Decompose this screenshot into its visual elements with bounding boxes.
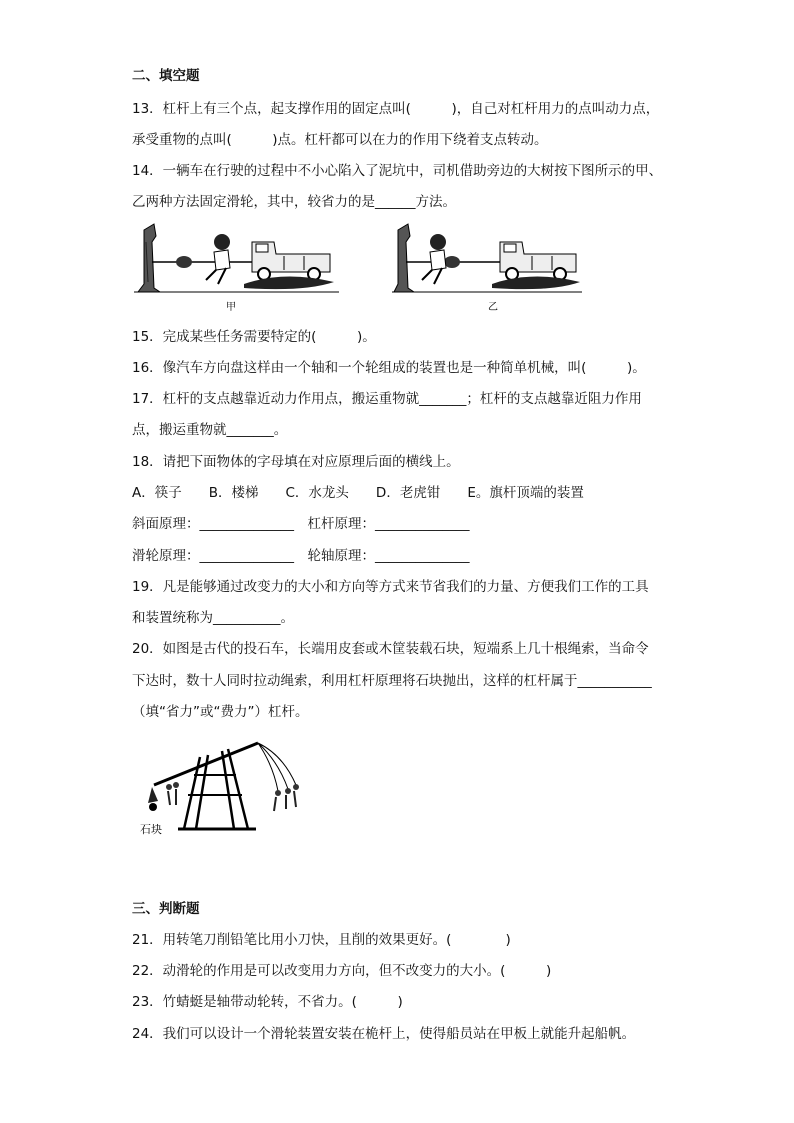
- q22: 22．动滑轮的作用是可以改变用力方向，但不改变力的大小。( ): [132, 963, 552, 979]
- q17-line2: 点，搬运重物就_______。: [132, 422, 288, 438]
- q13-line2: 承受重物的点叫( )点。杠杆都可以在力的作用下绕着支点转动。: [132, 132, 548, 148]
- q24: 24．我们可以设计一个滑轮装置安装在桅杆上，使得船员站在甲板上就能升起船帆。: [132, 1026, 636, 1042]
- figure-jia-label: 甲: [226, 302, 236, 313]
- q18-line1: 18．请把下面物体的字母填在对应原理后面的横线上。: [132, 454, 460, 470]
- q18-row1: 斜面原理：______________ 杠杆原理：______________: [132, 516, 470, 532]
- q18-options: A．筷子 B．楼梯 C．水龙头 D．老虎钳 E。旗杆顶端的装置: [132, 485, 584, 501]
- q20-line1: 20．如图是古代的投石车，长端用皮套或木筐装载石块，短端系上几十根绳索，当命令: [132, 641, 649, 657]
- q19-line2: 和装置统称为__________。: [132, 610, 294, 626]
- section-judge-title: 三、判断题: [132, 901, 200, 917]
- q21: 21．用转笔刀削铅笔比用小刀快，且削的效果更好。( ): [132, 932, 511, 948]
- q19-line1: 19．凡是能够通过改变力的大小和方向等方式来节省我们的力量、方便我们工作的工具: [132, 579, 649, 595]
- figure-yi-label: 乙: [488, 302, 498, 313]
- figure-yi: [392, 222, 592, 318]
- q17-line1: 17．杠杆的支点越靠近动力作用点，搬运重物就_______；杠杆的支点越靠近阻力作用: [132, 391, 642, 407]
- q15: 15．完成某些任务需要特定的( )。: [132, 329, 376, 345]
- q16: 16．像汽车方向盘这样由一个轴和一个轮组成的装置也是一种简单机械，叫( )。: [132, 360, 646, 376]
- catapult-label: 石块: [140, 823, 162, 836]
- q23: 23．竹蜻蜓是轴带动轮转，不省力。( ): [132, 994, 403, 1010]
- section-fill-title: 二、填空题: [132, 68, 200, 84]
- catapult-figure: [138, 735, 308, 840]
- q20-line2: 下达时，数十人同时拉动绳索，利用杠杆原理将石块抛出，这样的杠杆属于___________: [132, 673, 652, 689]
- q13-line1: 13．杠杆上有三个点，起支撑作用的固定点叫( )，自己对杠杆用力的点叫动力点，: [132, 101, 660, 117]
- q14-line1: 14．一辆车在行驶的过程中不小心陷入了泥坑中，司机借助旁边的大树按下图所示的甲、: [132, 163, 663, 179]
- q14-line2: 乙两种方法固定滑轮，其中，较省力的是______方法。: [132, 194, 456, 210]
- q18-row2: 滑轮原理：______________ 轮轴原理：______________: [132, 548, 470, 564]
- figure-jia: [134, 222, 354, 318]
- q20-line3: （填“省力”或“费力”）杠杆。: [132, 704, 309, 720]
